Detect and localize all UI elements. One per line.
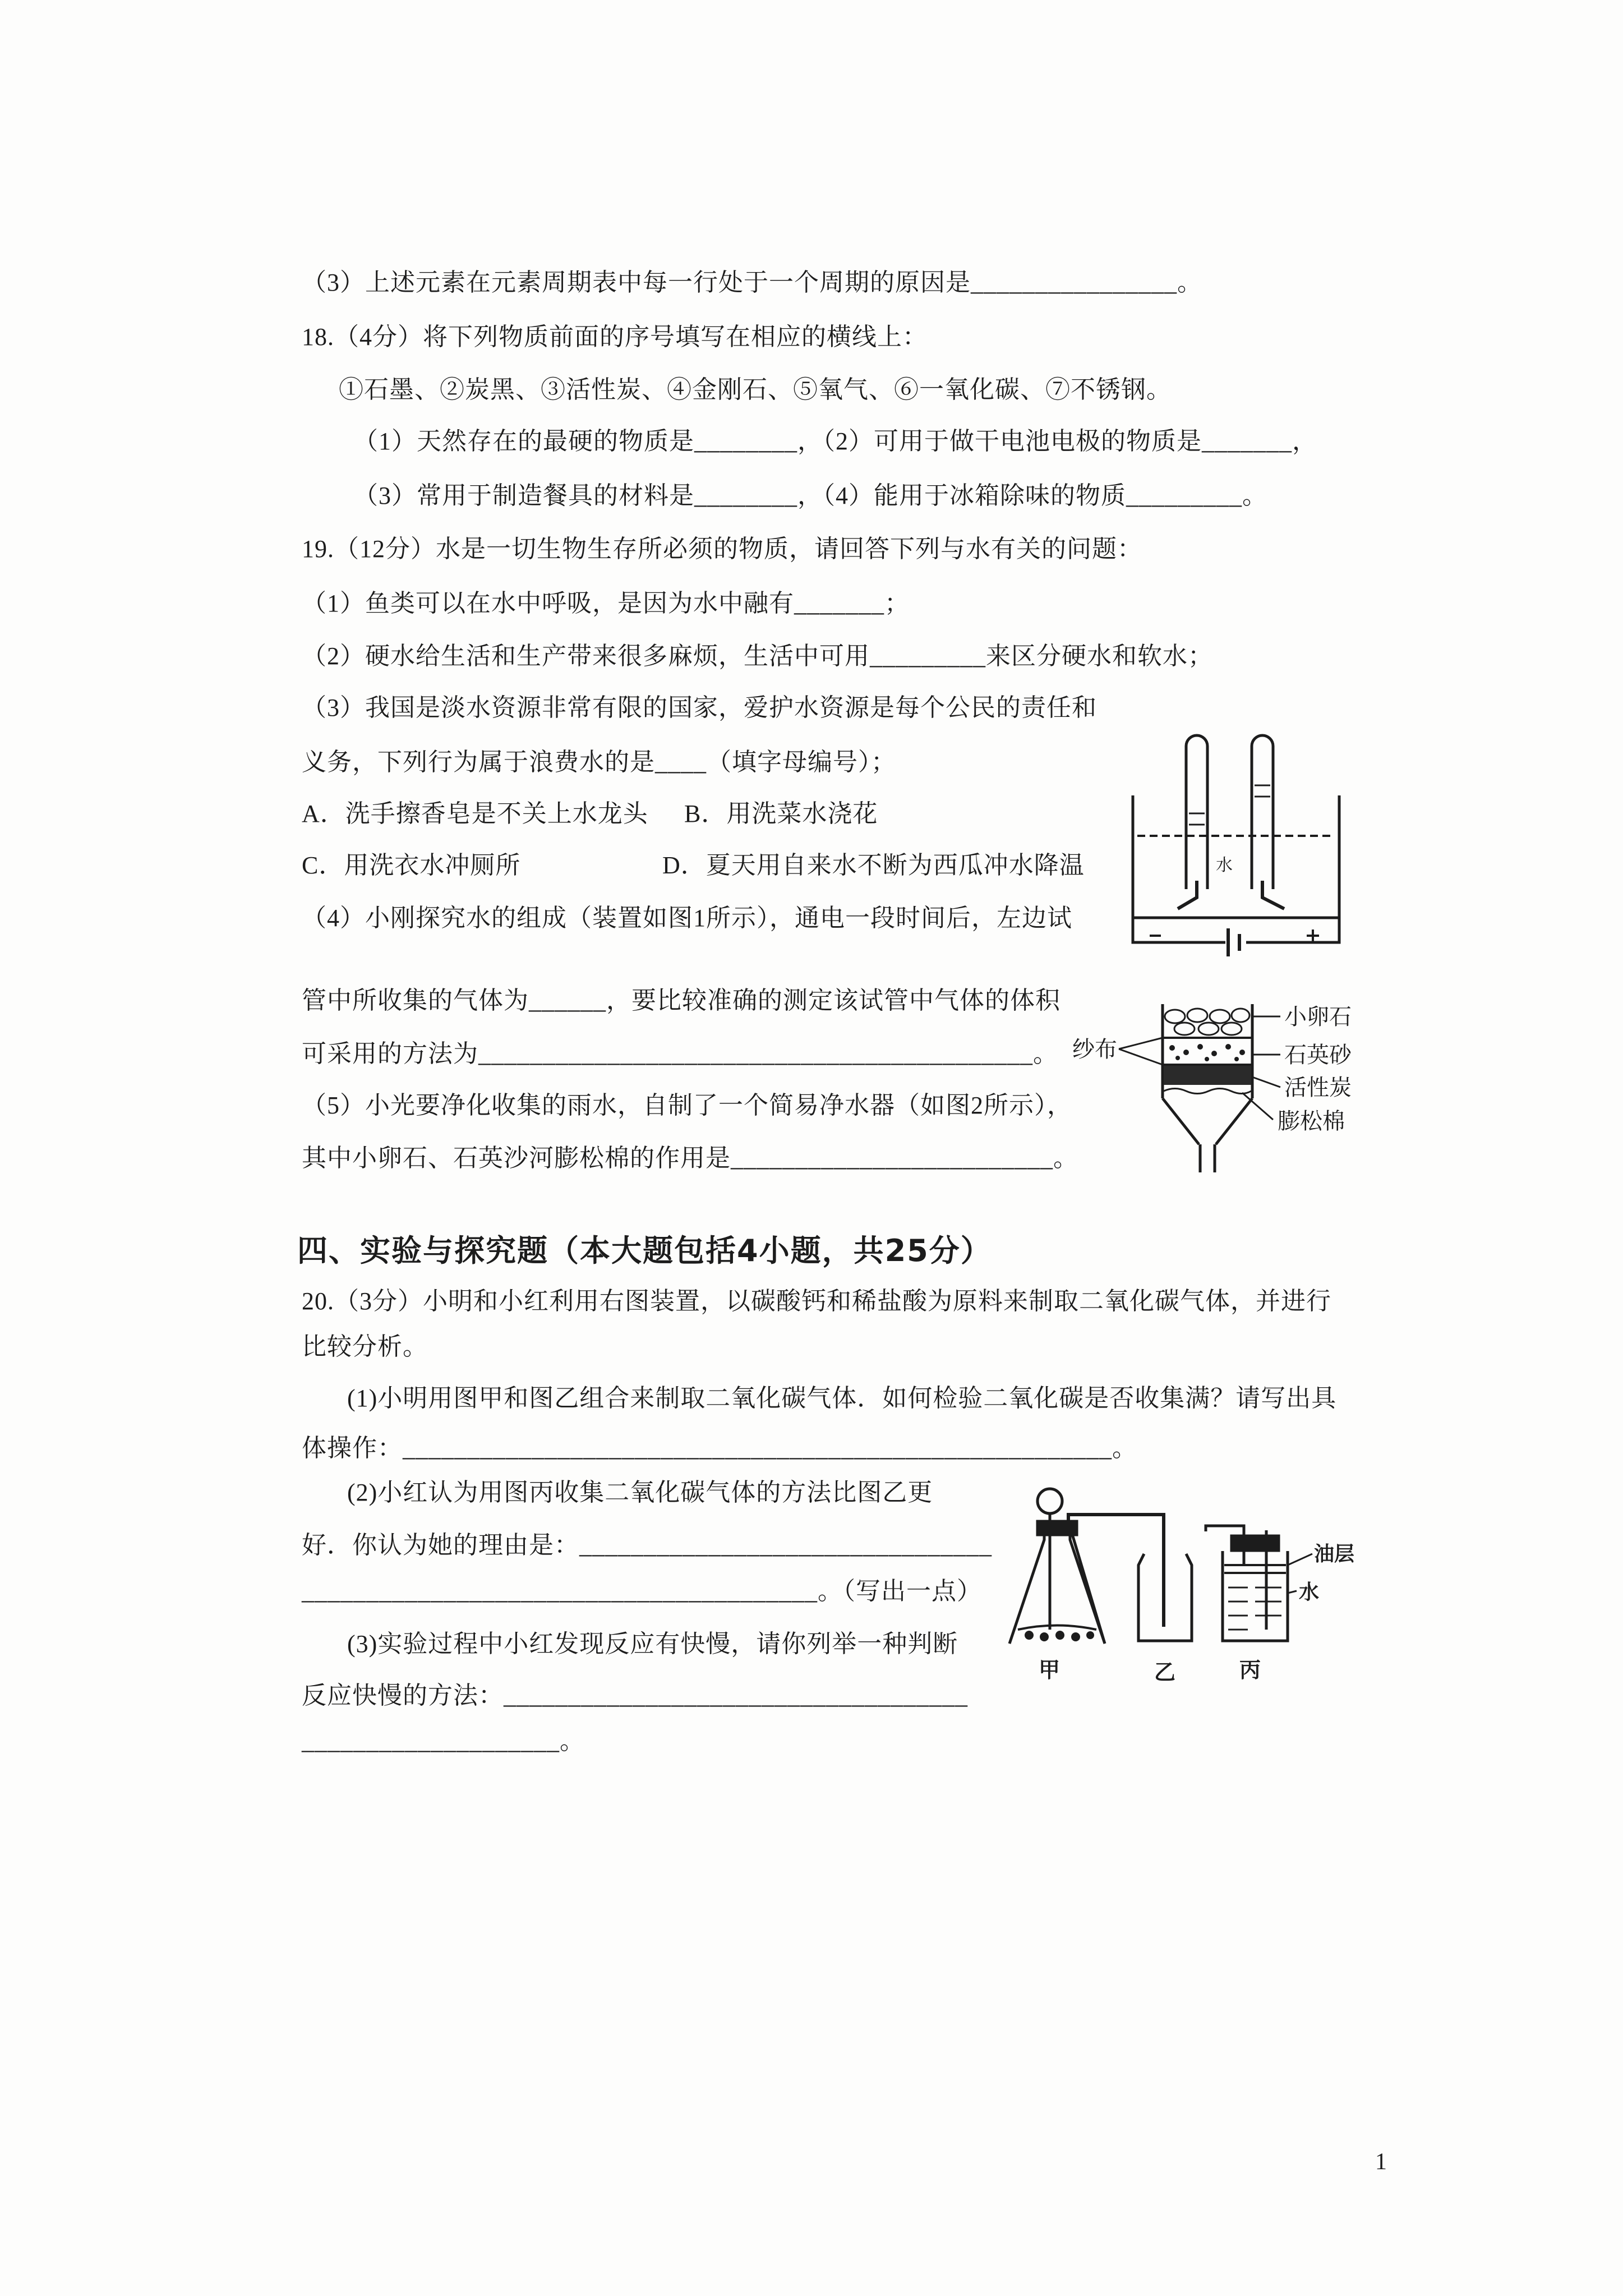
wire-right — [1246, 918, 1339, 942]
q20-part2-line2: 好．你认为她的理由是：________________________________ — [302, 1531, 992, 1559]
q20-part3-line3: ____________________。 — [302, 1727, 585, 1755]
q20-part3-line2: 反应快慢的方法：____________________________________ — [302, 1682, 968, 1709]
q18-row1: （1）天然存在的最硬的物质是________，（2）可用于做干电池电极的物质是_______， — [353, 427, 1317, 455]
plus-sign — [1307, 930, 1319, 942]
q19-part3-line2: 义务，下列行为属于浪费水的是____（填字母编号）； — [302, 748, 896, 776]
q19-stem: 19.（12分）水是一切生物生存所必须的物质，请回答下列与水有关的问题： — [302, 535, 1142, 563]
q19-part2: （2）硬水给生活和生产带来很多麻烦，生活中可用_________来区分硬水和软水； — [302, 642, 1213, 670]
thistle-funnel — [1038, 1489, 1062, 1513]
quartz-sand-layer — [1169, 1044, 1245, 1061]
cotton-layer — [1164, 1089, 1251, 1094]
purifier-funnel — [1163, 1098, 1252, 1144]
q20-part1-line2: 体操作：_______________________________________________________。 — [302, 1434, 1137, 1462]
wire-left — [1133, 918, 1225, 942]
q18-options: ①石墨、②炭黑、③活性炭、④金刚石、⑤氧气、⑥一氧化碳、⑦不锈钢。 — [339, 376, 1172, 403]
q19-part1: （1）鱼类可以在水中呼吸，是因为水中融有_______； — [302, 590, 910, 617]
label-cotton: 膨松棉 — [1278, 1108, 1345, 1134]
co2-apparatus — [1009, 1489, 1354, 1685]
q19-part4-line2: 管中所收集的气体为______，要比较准确的测定该试管中气体的体积 — [302, 987, 1061, 1014]
water-in-bing — [1228, 1588, 1281, 1630]
q19-part5-line2: 其中小卵石、石英沙河膨松棉的作用是_________________________。 — [302, 1144, 1078, 1172]
label-quartz-sand: 石英砂 — [1284, 1042, 1352, 1068]
left-test-tube — [1186, 735, 1207, 889]
gauze-leader-lines — [1119, 1038, 1163, 1065]
q19-part5-line1: （5）小光要净化收集的雨水，自制了一个简易净水器（如图2所示）， — [302, 1092, 1072, 1119]
q18-row2: （3）常用于制造餐具的材料是________，（4）能用于冰箱除味的物质_________。 — [353, 482, 1267, 509]
section-title: 四、实验与探究题（本大题包括4小题，共25分） — [297, 1233, 992, 1268]
label-water-fig3: 水 — [1299, 1581, 1320, 1604]
marble-chips — [1025, 1631, 1094, 1641]
label-yi: 乙 — [1154, 1660, 1176, 1685]
q19-part3-line1: （3）我国是淡水资源非常有限的国家，爱护水资源是每个公民的责任和 — [302, 694, 1097, 721]
reactants — [1018, 1626, 1096, 1630]
q19-option-a: A．洗手擦香皂是不关上水龙头 — [302, 800, 648, 827]
q19-part4-line3: 可采用的方法为___________________________________________。 — [302, 1040, 1058, 1068]
q19-option-d: D．夏天用自来水不断为西瓜冲水降温 — [662, 852, 1085, 879]
flask-jia — [1009, 1489, 1164, 1644]
label-oil-layer: 油层 — [1314, 1543, 1355, 1566]
q20-part2-line3: ________________________________________。（写出一点） — [302, 1577, 982, 1605]
q20-part2-line1: (2)小红认为用图丙收集二氧化碳气体的方法比图乙更 — [347, 1479, 933, 1506]
bing-stopper — [1232, 1536, 1279, 1550]
q17-part3: （3）上述元素在元素周期表中每一行处于一个周期的原因是________________。 — [302, 269, 1202, 296]
water-trough — [1133, 795, 1339, 918]
label-activated-carbon: 活性炭 — [1284, 1075, 1352, 1101]
label-leader-oil — [1288, 1554, 1312, 1565]
purifier-spout — [1200, 1144, 1215, 1172]
left-tube-liquid — [1189, 813, 1205, 825]
q18-stem: 18.（4分）将下列物质前面的序号填写在相应的横线上： — [302, 323, 928, 351]
battery-symbol — [1228, 928, 1239, 956]
pebbles-layer — [1165, 1009, 1249, 1035]
q20-stem-line2: 比较分析。 — [302, 1333, 428, 1360]
right-test-tube — [1252, 735, 1273, 889]
label-jia: 甲 — [1039, 1658, 1061, 1682]
label-pebbles: 小卵石 — [1284, 1004, 1352, 1030]
water-purifier — [1072, 1004, 1352, 1172]
q20-stem-line1: 20.（3分）小明和小红利用右图装置，以碳酸钙和稀盐酸为原料来制取二氧化碳气体，并进行 — [302, 1287, 1331, 1315]
q20-part1-line1: (1)小明用图甲和图乙组合来制取二氧化碳气体．如何检验二氧化碳是否收集满？请写出具 — [347, 1384, 1337, 1412]
activated-carbon-layer — [1164, 1066, 1251, 1085]
q19-option-b: B．用洗菜水浇花 — [684, 800, 878, 827]
q19-option-c: C．用洗衣水冲厕所 — [302, 852, 521, 879]
flask-stopper — [1038, 1521, 1077, 1535]
electrolysis-apparatus — [1133, 735, 1339, 956]
water-label-fig1: 水 — [1216, 855, 1233, 875]
right-tube-liquid — [1255, 785, 1270, 797]
q20-part3-line1: (3)实验过程中小红发现反应有快慢，请你列举一种判断 — [347, 1630, 958, 1658]
bottle-bing — [1206, 1526, 1312, 1641]
q19-part4-line1: （4）小刚探究水的组成（装置如图1所示），通电一段时间后，左边试 — [302, 904, 1072, 932]
page-number: 1 — [1375, 2149, 1387, 2175]
label-bing: 丙 — [1239, 1658, 1261, 1682]
oil-layer — [1224, 1565, 1286, 1573]
label-gauze: 纱布 — [1072, 1037, 1117, 1062]
